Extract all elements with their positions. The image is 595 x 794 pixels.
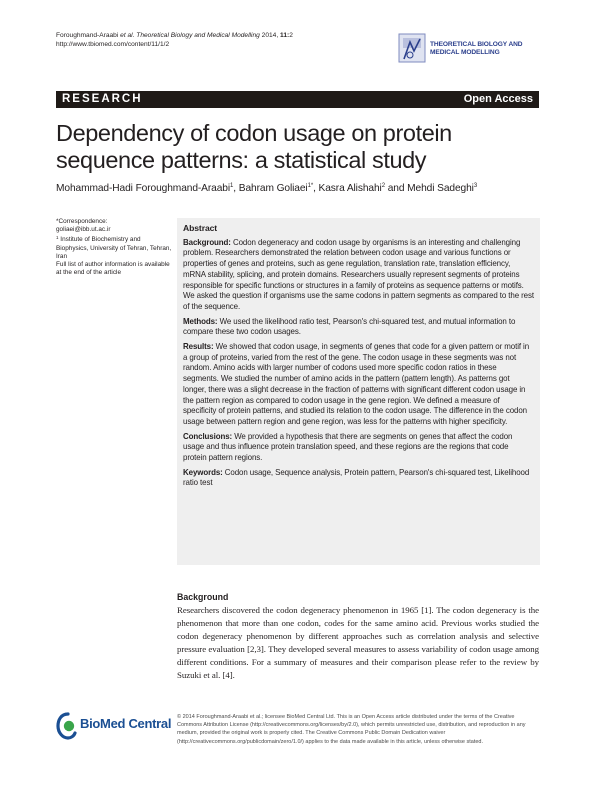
abstract-heading: Abstract (183, 223, 218, 233)
affiliation (56, 234, 174, 261)
author-affiliation-sup: 2 (381, 183, 385, 189)
abstract-section-text: We provided a hypothesis that there are segments on genes that affect the codon usage and thus influence protein translation speed, and these regions are the regions that code protein pattern regions. (183, 431, 513, 463)
journal-name-line2: MEDICAL MODELLING (430, 49, 500, 57)
journal-logo (398, 33, 543, 73)
abstract-section-text: Codon degeneracy and codon usage by organisms is an interesting and challenging problem. Researchers demonstrated the relation between codon usage and various functions or properties of genes and proteins, such as gene regulation, translation rate, translation efficiency, mRNA stability, splicing, and protein domains. Researchers usually represent segments of proteins responsible for specific functions or structures in a family of proteins as sequence patterns or motifs. We asked the question if organisms use the same codons in pattern segments as compared to the rest of the sequence. (183, 237, 534, 311)
journal-emblem-icon (398, 33, 428, 65)
article-type: RESEARCH (62, 93, 143, 105)
author-separator: and (384, 183, 408, 194)
author-list (56, 183, 477, 194)
abstract-section-label: Methods: (183, 316, 218, 326)
correspondence-sidebar (56, 218, 174, 277)
author-name: Kasra Alishahi (318, 183, 382, 194)
correspondence-label: *Correspondence: (56, 218, 108, 225)
abstract-section (183, 238, 534, 313)
article-type-banner (56, 91, 539, 108)
biomed-central-wordmark: BioMed Central (80, 716, 172, 731)
background-paragraph: Researchers discovered the codon degeneracy phenomenon in 1965 [1]. The codon degeneracy is the phenomenon that more than one codon, codes for the same amino acid. Previous works studied the codon degeneracy phenomenon by different approaches such as correlation analysis and selective pressure evaluation [2,3]. They developed several measures to assess variability of codon usage among different conditions. For a summary of measures and their comparison please refer to the review by Suzuki et al. [4]. (177, 605, 539, 681)
affiliation-sup: 1 (56, 235, 59, 241)
abstract-section (183, 432, 534, 464)
citation-volume: 11: (280, 32, 290, 39)
article-url[interactable]: http://www.tbiomed.com/content/11/1/2 (56, 41, 170, 49)
citation-etal: et al. (120, 32, 135, 39)
open-access-label: Open Access (463, 93, 533, 105)
section-heading-background: Background (177, 592, 229, 602)
abstract-section-text: We showed that codon usage, in segments of genes that code for a given pattern or motif in a group of proteins, varied from the rest of the gene. The codon usage in these segments was not random. Amino acids with larger number of codons used more specific codon ratios in these segments. We studied the number of amino acids in the pattern (pattern length). As patterns got longer, there was a slight decrease in the fraction of patterns with significant different codon usage in the pattern region as compared to codon usage in the gene region. We defined a measure of specificity of protein patterns, and studied its relation to the codon usage. The difference in the codon usage between pattern region and gene region, was less for the patterns with higher specificity. (183, 342, 530, 426)
author-separator: , (313, 183, 319, 194)
abstract-section-label: Keywords: (183, 467, 223, 477)
abstract-section-text: We used the likelihood ratio test, Pearson's chi-squared test, and mutual information to compare these two codon usages. (183, 316, 516, 337)
author-affiliation-sup: 1* (307, 183, 314, 189)
affiliation-text: Institute of Biochemistry and Biophysics, University of Tehran, Tehran, Iran (56, 236, 172, 260)
biomed-central-logo (56, 712, 171, 742)
author-name: Mehdi Sadeghi (407, 183, 474, 194)
citation-authors: Foroughmand-Araabi (56, 32, 121, 39)
abstract-section-label: Background: (183, 237, 231, 247)
abstract-section-label: Conclusions: (183, 431, 233, 441)
article-title: Dependency of codon usage on protein sequence patterns: a statistical study (56, 120, 452, 173)
citation-issue: 2 (289, 32, 293, 39)
abstract-content (183, 223, 534, 493)
abstract-box (177, 218, 540, 565)
copyright-notice: © 2014 Foroughmand-Araabi et al.; licensee BioMed Central Ltd. This is an Open Access article distributed under the terms of the Creative Commons Attribution License (http://creativecommons.org/licenses/by/2.0), which permits unrestricted use, distribution, and reproduction in any medium, provided the original work is properly cited. The Creative Commons Public Domain Dedication waiver (http://creativecommons.org/publicdomain/zero/1.0/) applies to the data made available in this article, unless otherwise stated. (177, 714, 526, 745)
abstract-section (183, 317, 534, 338)
author-separator: , (233, 183, 239, 194)
citation-year: 2014, (261, 32, 279, 39)
abstract-section-label: Results: (183, 342, 214, 352)
citation-journal: Theoretical Biology and Medical Modelling (136, 32, 260, 39)
author-affiliation-sup: 1 (230, 183, 234, 189)
biomed-central-emblem-icon (56, 712, 80, 740)
author-info-note: Full list of author information is available at the end of the article (56, 261, 170, 277)
header-citation (56, 31, 293, 50)
citation-line (56, 31, 293, 40)
author-name: Mohammad-Hadi Foroughmand-Araabi (56, 183, 231, 194)
abstract-section (183, 342, 534, 428)
journal-name (430, 41, 542, 57)
journal-name-line1: THEORETICAL BIOLOGY AND (430, 41, 523, 48)
author-name: Bahram Goliaei (238, 183, 308, 194)
abstract-section (183, 468, 534, 489)
abstract-section-text: Codon usage, Sequence analysis, Protein pattern, Pearson's chi-squared test, Likelihood ratio test (183, 467, 530, 488)
author-affiliation-sup: 3 (473, 183, 478, 189)
correspondence-email[interactable]: goliaei@ibb.ut.ac.ir (56, 226, 111, 234)
